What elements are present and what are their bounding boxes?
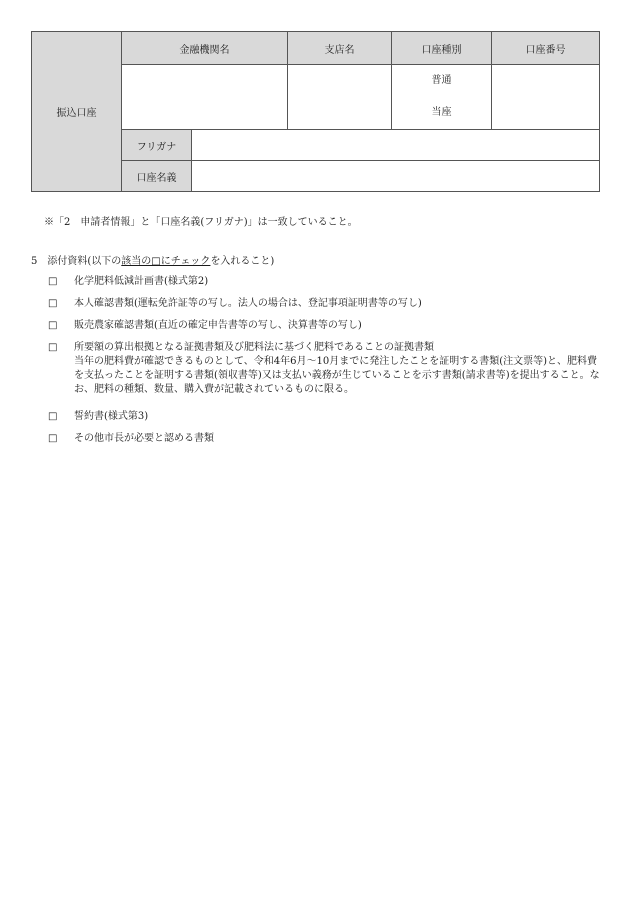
checkbox[interactable]: □: [48, 298, 58, 309]
checkbox[interactable]: □: [48, 411, 58, 422]
account-holder-field[interactable]: [192, 161, 600, 192]
branch-name-header: 支店名: [288, 32, 392, 65]
bank-name-header: 金融機関名: [122, 32, 288, 65]
attachment-item-5: [48, 409, 600, 424]
bank-name-field[interactable]: [122, 65, 288, 130]
attachment-label: その他市長が必要と認める書類: [74, 433, 214, 444]
attachment-label: 化学肥料低減計画書(様式第2): [74, 276, 209, 287]
section-number: 5: [31, 256, 38, 267]
checkbox[interactable]: □: [48, 342, 58, 353]
account-type-touza[interactable]: 当座: [431, 107, 452, 118]
attachment-item-3: [48, 318, 600, 333]
section-title-underlined: 該当の□にチェック: [121, 256, 211, 267]
section-title-prefix: 添付資料(以下の: [47, 256, 122, 267]
checkbox[interactable]: □: [48, 276, 58, 287]
account-number-header: 口座番号: [492, 32, 600, 65]
attachment-description: 当年の肥料費が確認できるものとして、令和4年6月～10月までに発注したことを証明する書類(注文票等)と、肥料費を支払ったことを証明する書類(領収書等)又は支払い義務が生じていることを示す書類(請求書等)を提出すること。なお、肥料の種類、数量、購入費が記載されているものに限る。: [74, 356, 600, 395]
checkbox[interactable]: □: [48, 320, 58, 331]
furigana-label: フリガナ: [122, 130, 192, 161]
account-holder-label: 口座名義: [122, 161, 192, 192]
checkbox[interactable]: □: [48, 433, 58, 444]
account-number-field[interactable]: [492, 65, 600, 130]
attachment-item-6: [48, 431, 600, 446]
attachment-item-1: [48, 274, 600, 289]
attachment-label: 販売農家確認書類(直近の確定申告書等の写し、決算書等の写し): [74, 320, 362, 331]
attachment-label: 誓約書(様式第3): [74, 411, 149, 422]
section-5-title: [31, 252, 274, 267]
attachment-item-4: [48, 340, 600, 397]
attachment-list: [48, 274, 600, 453]
attachment-label: 本人確認書類(運転免許証等の写し。法人の場合は、登記事項証明書等の写し): [74, 298, 422, 309]
attachment-item-2: [48, 296, 600, 311]
branch-name-field[interactable]: [288, 65, 392, 130]
account-type-header: 口座種別: [392, 32, 492, 65]
section-title-suffix: を入れること): [210, 256, 275, 267]
bank-account-table: [31, 31, 600, 192]
account-type-options: [392, 65, 492, 130]
account-type-futsu[interactable]: 普通: [431, 75, 452, 86]
transfer-account-label: 振込口座: [32, 32, 122, 192]
attachment-label: 所要額の算出根拠となる証拠書類及び肥料法に基づく肥料であることの証拠書類: [74, 342, 434, 353]
consistency-note: ※「2 申請者情報」と「口座名義(フリガナ)」は一致していること。: [44, 217, 358, 228]
furigana-field[interactable]: [192, 130, 600, 161]
